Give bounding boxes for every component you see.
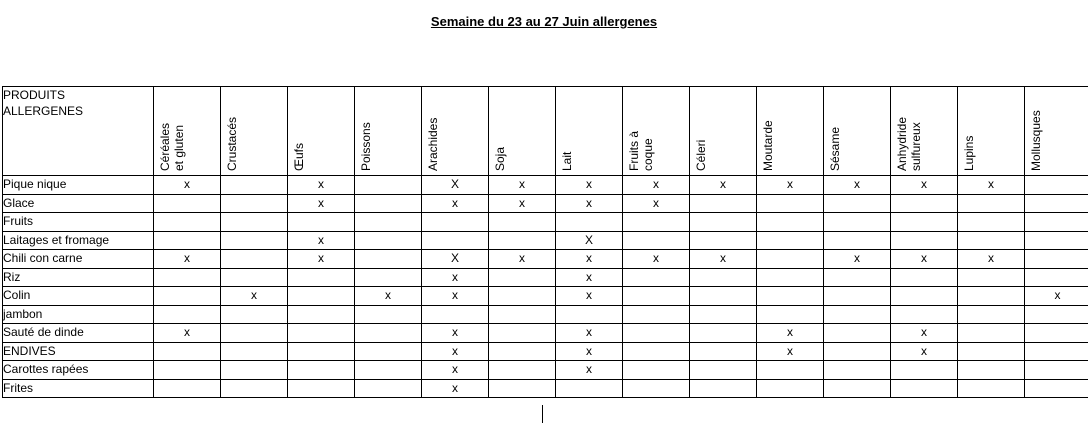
- allergen-mark: [355, 268, 422, 287]
- allergen-mark: [154, 268, 221, 287]
- allergen-mark: [1025, 194, 1088, 213]
- allergen-mark: [958, 231, 1025, 250]
- allergen-mark: x: [824, 250, 891, 269]
- header-row: [3, 87, 1088, 176]
- allergen-mark: [1025, 305, 1088, 324]
- allergen-header-label: Fruits à coque: [627, 130, 655, 171]
- allergen-mark: [221, 324, 288, 343]
- product-name: Riz: [3, 268, 154, 287]
- product-name: Pique nique: [3, 176, 154, 195]
- allergen-header-label: Poissons: [359, 122, 373, 171]
- allergen-mark: [958, 379, 1025, 398]
- allergen-mark: [623, 268, 690, 287]
- allergen-header: [154, 87, 221, 176]
- allergen-mark: [1025, 231, 1088, 250]
- allergen-header-label: Mollusques: [1029, 110, 1043, 171]
- allergen-mark: [757, 194, 824, 213]
- allergen-mark: [355, 324, 422, 343]
- allergen-mark: [690, 379, 757, 398]
- allergen-mark: [958, 268, 1025, 287]
- allergen-mark: [422, 213, 489, 232]
- allergen-mark: [824, 361, 891, 380]
- table-row: [3, 361, 1088, 380]
- allergen-mark: [824, 213, 891, 232]
- allergen-mark: [221, 342, 288, 361]
- table-row: [3, 379, 1088, 398]
- allergen-header: [824, 87, 891, 176]
- allergen-header: [757, 87, 824, 176]
- allergen-mark: x: [891, 176, 958, 195]
- table-row: [3, 324, 1088, 343]
- allergen-mark: [154, 213, 221, 232]
- allergen-mark: [154, 361, 221, 380]
- allergen-header: [690, 87, 757, 176]
- allergen-mark: [489, 342, 556, 361]
- allergen-mark: [1025, 379, 1088, 398]
- allergen-mark: [288, 305, 355, 324]
- table-body: [3, 176, 1088, 398]
- allergen-mark: [556, 379, 623, 398]
- allergen-mark: [757, 361, 824, 380]
- allergen-mark: X: [422, 176, 489, 195]
- allergen-header: [958, 87, 1025, 176]
- allergen-mark: [489, 213, 556, 232]
- allergen-mark: [154, 287, 221, 306]
- allergen-header-label: Crustacés: [225, 116, 239, 171]
- allergen-mark: [1025, 250, 1088, 269]
- allergen-mark: [757, 379, 824, 398]
- allergen-mark: [1025, 361, 1088, 380]
- allergen-mark: x: [1025, 287, 1088, 306]
- table-row: [3, 305, 1088, 324]
- allergen-mark: [891, 213, 958, 232]
- allergen-mark: x: [623, 194, 690, 213]
- allergen-mark: x: [556, 287, 623, 306]
- allergen-mark: [690, 324, 757, 343]
- allergen-mark: [422, 231, 489, 250]
- allergen-mark: x: [422, 287, 489, 306]
- allergen-mark: [556, 305, 623, 324]
- page-title: Semaine du 23 au 27 Juin allergenes: [430, 14, 658, 29]
- allergen-header: [355, 87, 422, 176]
- allergen-mark: x: [958, 250, 1025, 269]
- allergen-mark: x: [422, 194, 489, 213]
- corner-header: [3, 87, 154, 176]
- allergen-mark: [489, 379, 556, 398]
- allergen-mark: x: [556, 342, 623, 361]
- allergen-mark: [690, 287, 757, 306]
- allergen-header: [288, 87, 355, 176]
- allergen-mark: [154, 194, 221, 213]
- allergen-mark: [623, 361, 690, 380]
- allergen-mark: x: [422, 379, 489, 398]
- allergen-mark: [824, 379, 891, 398]
- allergen-mark: x: [891, 342, 958, 361]
- table-row: [3, 342, 1088, 361]
- allergen-mark: [1025, 176, 1088, 195]
- allergen-mark: [288, 268, 355, 287]
- allergen-mark: [690, 305, 757, 324]
- allergen-mark: [757, 287, 824, 306]
- allergen-mark: [288, 379, 355, 398]
- allergen-mark: [355, 379, 422, 398]
- allergen-mark: [623, 324, 690, 343]
- allergen-mark: [355, 213, 422, 232]
- allergen-mark: [623, 342, 690, 361]
- allergen-mark: [154, 305, 221, 324]
- allergen-mark: x: [958, 176, 1025, 195]
- allergen-mark: x: [556, 361, 623, 380]
- allergen-mark: [489, 268, 556, 287]
- table-row: [3, 176, 1088, 195]
- allergen-mark: [891, 287, 958, 306]
- allergen-mark: [623, 213, 690, 232]
- allergen-mark: [958, 287, 1025, 306]
- allergen-header: [489, 87, 556, 176]
- allergen-mark: [623, 231, 690, 250]
- allergen-mark: x: [221, 287, 288, 306]
- product-name: Colin: [3, 287, 154, 306]
- allergen-header-label: Céleri: [694, 139, 708, 171]
- product-name: jambon: [3, 305, 154, 324]
- allergen-mark: X: [556, 231, 623, 250]
- allergen-mark: [221, 379, 288, 398]
- allergen-mark: [690, 268, 757, 287]
- allergen-mark: [690, 231, 757, 250]
- allergen-mark: [824, 231, 891, 250]
- allergen-mark: x: [355, 287, 422, 306]
- allergen-mark: [958, 342, 1025, 361]
- allergen-mark: [1025, 213, 1088, 232]
- allergen-mark: x: [288, 194, 355, 213]
- allergen-header: [623, 87, 690, 176]
- allergen-mark: [958, 324, 1025, 343]
- allergen-header-label: Céréales et gluten: [158, 122, 186, 171]
- allergen-mark: [1025, 342, 1088, 361]
- allergen-mark: [824, 287, 891, 306]
- allergen-mark: [958, 361, 1025, 380]
- allergen-mark: [221, 231, 288, 250]
- allergen-mark: [355, 194, 422, 213]
- allergen-mark: X: [422, 250, 489, 269]
- allergen-mark: [355, 231, 422, 250]
- allergen-mark: x: [489, 194, 556, 213]
- allergen-header: [891, 87, 958, 176]
- allergen-mark: x: [623, 250, 690, 269]
- allergen-mark: x: [556, 268, 623, 287]
- allergen-mark: x: [556, 176, 623, 195]
- allergen-mark: [958, 305, 1025, 324]
- allergen-header: [422, 87, 489, 176]
- product-name: Fruits: [3, 213, 154, 232]
- product-name: ENDIVES: [3, 342, 154, 361]
- allergen-mark: [824, 342, 891, 361]
- allergen-mark: [288, 361, 355, 380]
- allergen-mark: [355, 250, 422, 269]
- allergen-mark: [1025, 268, 1088, 287]
- allergen-mark: x: [154, 250, 221, 269]
- product-name: Glace: [3, 194, 154, 213]
- allergen-mark: [288, 213, 355, 232]
- allergen-mark: [489, 305, 556, 324]
- allergen-mark: x: [824, 176, 891, 195]
- allergen-mark: x: [757, 176, 824, 195]
- allergen-mark: [690, 342, 757, 361]
- allergen-mark: [221, 268, 288, 287]
- table-row: [3, 213, 1088, 232]
- allergen-header-label: Soja: [493, 146, 507, 171]
- allergen-mark: [489, 287, 556, 306]
- allergen-mark: [891, 379, 958, 398]
- allergen-mark: [690, 213, 757, 232]
- allergen-mark: [1025, 324, 1088, 343]
- product-name: Chili con carne: [3, 250, 154, 269]
- allergen-mark: [221, 250, 288, 269]
- allergen-table: [2, 86, 1088, 398]
- allergen-mark: [757, 305, 824, 324]
- allergen-mark: [958, 213, 1025, 232]
- table-row: [3, 194, 1088, 213]
- product-name: Sauté de dinde: [3, 324, 154, 343]
- product-name: Frites: [3, 379, 154, 398]
- allergen-mark: [891, 231, 958, 250]
- allergen-mark: x: [288, 176, 355, 195]
- allergen-mark: [623, 379, 690, 398]
- allergen-mark: [221, 305, 288, 324]
- table-row: [3, 287, 1088, 306]
- allergen-mark: [355, 361, 422, 380]
- allergen-mark: x: [288, 231, 355, 250]
- allergen-mark: [757, 231, 824, 250]
- table-row: [3, 231, 1088, 250]
- allergen-mark: [154, 379, 221, 398]
- allergen-mark: x: [422, 361, 489, 380]
- allergen-mark: [690, 194, 757, 213]
- allergen-mark: x: [556, 194, 623, 213]
- allergen-mark: x: [891, 250, 958, 269]
- allergen-mark: x: [422, 324, 489, 343]
- product-name: Laitages et fromage: [3, 231, 154, 250]
- allergen-mark: [154, 342, 221, 361]
- allergen-mark: x: [422, 268, 489, 287]
- allergen-header-label: Lait: [560, 151, 574, 171]
- allergen-mark: [623, 305, 690, 324]
- allergen-header-label: Sésame: [828, 126, 842, 171]
- allergen-mark: [824, 305, 891, 324]
- allergen-mark: [489, 231, 556, 250]
- allergen-mark: x: [891, 324, 958, 343]
- allergen-mark: [221, 361, 288, 380]
- allergen-mark: [757, 268, 824, 287]
- allergen-mark: x: [690, 250, 757, 269]
- allergen-mark: x: [556, 250, 623, 269]
- allergen-mark: [221, 194, 288, 213]
- allergen-mark: [288, 287, 355, 306]
- allergen-mark: x: [422, 342, 489, 361]
- allergen-header: [1025, 87, 1088, 176]
- allergen-mark: x: [690, 176, 757, 195]
- allergen-mark: [355, 342, 422, 361]
- allergen-mark: x: [489, 176, 556, 195]
- allergen-mark: [623, 287, 690, 306]
- allergen-mark: [288, 342, 355, 361]
- allergen-mark: [355, 305, 422, 324]
- allergen-mark: x: [489, 250, 556, 269]
- corner-header-text: PRODUITS ALLERGENES: [3, 88, 84, 118]
- allergen-mark: [221, 213, 288, 232]
- allergen-mark: [891, 194, 958, 213]
- allergen-mark: x: [288, 250, 355, 269]
- allergen-header: [556, 87, 623, 176]
- allergen-mark: [824, 194, 891, 213]
- table-row: [3, 250, 1088, 269]
- allergen-mark: x: [757, 342, 824, 361]
- allergen-header-label: Arachides: [426, 117, 440, 171]
- allergen-mark: [422, 305, 489, 324]
- allergen-mark: [288, 324, 355, 343]
- allergen-mark: x: [757, 324, 824, 343]
- allergen-mark: [221, 176, 288, 195]
- allergen-mark: [489, 324, 556, 343]
- allergen-mark: [891, 361, 958, 380]
- product-name: Carottes rapées: [3, 361, 154, 380]
- divider-line: [542, 405, 543, 423]
- allergen-mark: x: [154, 176, 221, 195]
- allergen-header-label: Œufs: [292, 142, 306, 171]
- allergen-mark: [757, 213, 824, 232]
- allergen-header: [221, 87, 288, 176]
- allergen-mark: [690, 361, 757, 380]
- allergen-mark: [891, 268, 958, 287]
- allergen-mark: [958, 194, 1025, 213]
- allergen-mark: [556, 213, 623, 232]
- allergen-header-label: Moutarde: [761, 120, 775, 171]
- allergen-mark: [355, 176, 422, 195]
- allergen-mark: [824, 268, 891, 287]
- allergen-mark: x: [154, 324, 221, 343]
- allergen-mark: x: [623, 176, 690, 195]
- allergen-mark: x: [556, 324, 623, 343]
- table-row: [3, 268, 1088, 287]
- allergen-mark: [824, 324, 891, 343]
- allergen-mark: [891, 305, 958, 324]
- allergen-header-label: Anhydride sulfureux: [895, 116, 923, 171]
- allergen-header-label: Lupins: [962, 135, 976, 171]
- allergen-mark: [154, 231, 221, 250]
- allergen-mark: [757, 250, 824, 269]
- allergen-mark: [489, 361, 556, 380]
